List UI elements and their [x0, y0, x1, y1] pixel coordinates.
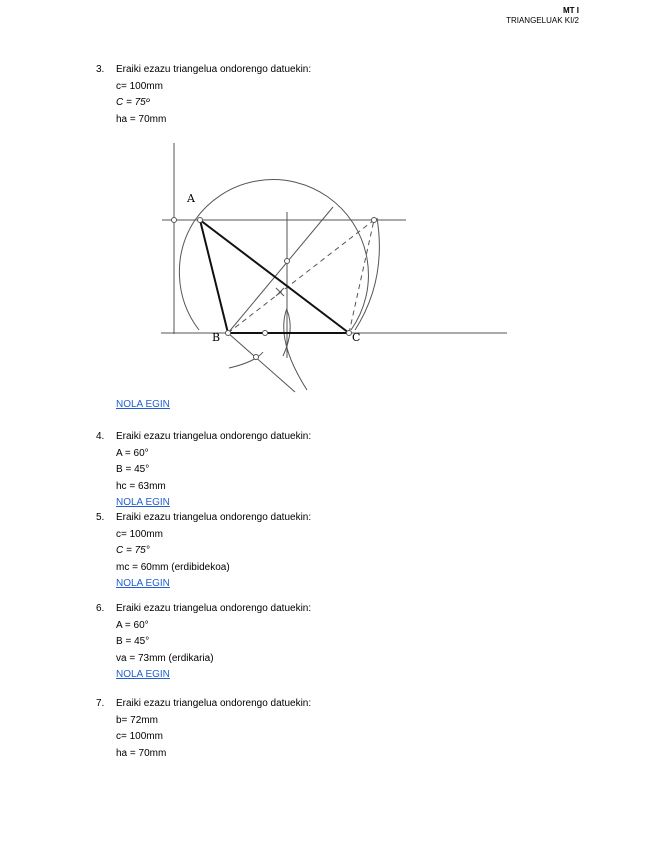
exercise-title: Eraiki ezazu triangelua ondorengo datuekin:: [116, 512, 312, 523]
exercise-4: [96, 429, 311, 512]
page-header: [506, 6, 579, 26]
circumcircle-arc-left: [179, 220, 199, 330]
exercise-number: 4.: [96, 431, 105, 442]
document-subtitle: TRIANGELUAK KI/2: [506, 16, 579, 25]
given-value: A = 60°: [116, 619, 149, 631]
triangle-construction-figure: [155, 140, 515, 398]
exercise-7: [96, 696, 311, 762]
dashed-line: [228, 220, 374, 333]
point-marker: [263, 331, 268, 336]
given-value: A = 60°: [116, 447, 149, 459]
exercise-number: 3.: [96, 64, 105, 75]
construction-arc: [355, 218, 379, 330]
vertex-label-a: A: [187, 192, 195, 205]
given-value: va = 73mm (erdikaria): [116, 652, 214, 664]
angle-line: [228, 207, 333, 333]
exercise-number: 5.: [96, 512, 105, 523]
exercise-title: Eraiki ezazu triangelua ondorengo datuekin:: [116, 698, 312, 709]
exercise-5: [96, 510, 311, 593]
triangle-side-ac: [200, 220, 349, 333]
vertex-label-c: C: [352, 331, 361, 344]
point-marker: [254, 355, 259, 360]
exercise-title: Eraiki ezazu triangelua ondorengo datuekin:: [116, 431, 312, 442]
how-to-link-exercise-3[interactable]: NOLA EGIN: [116, 399, 170, 410]
given-value: ha = 70mm: [116, 113, 167, 125]
how-to-link-exercise-5[interactable]: NOLA EGIN: [116, 578, 170, 589]
given-value: C = 75°: [116, 545, 150, 556]
point-marker: [347, 331, 352, 336]
point-marker: [226, 331, 231, 336]
exercise-title: Eraiki ezazu triangelua ondorengo datuekin:: [116, 64, 312, 75]
point-marker: [285, 259, 290, 264]
given-value: B = 45°: [116, 464, 150, 475]
exercise-3: [96, 62, 311, 128]
how-to-link-exercise-6[interactable]: NOLA EGIN: [116, 669, 170, 680]
given-value: c= 100mm: [116, 528, 163, 540]
point-marker: [372, 218, 377, 223]
given-value: C = 75º: [116, 97, 150, 108]
given-value: B = 45°: [116, 636, 150, 647]
given-value: c= 100mm: [116, 731, 163, 742]
given-value: c= 100mm: [116, 80, 163, 92]
point-marker: [198, 218, 203, 223]
given-value: b= 72mm: [116, 714, 158, 726]
how-to-link-exercise-4[interactable]: NOLA EGIN: [116, 497, 170, 508]
given-value: ha = 70mm: [116, 747, 167, 759]
vertex-label-b: B: [212, 331, 221, 344]
point-marker: [172, 218, 177, 223]
given-value: hc = 63mm: [116, 480, 166, 492]
exercise-title: Eraiki ezazu triangelua ondorengo datuekin:: [116, 603, 312, 614]
exercise-number: 6.: [96, 603, 105, 614]
construction-arc: [229, 352, 263, 368]
exercise-number: 7.: [96, 698, 105, 709]
given-value: mc = 60mm (erdibidekoa): [116, 561, 230, 573]
document-code: MT I: [563, 6, 579, 15]
exercise-6: [96, 601, 311, 684]
